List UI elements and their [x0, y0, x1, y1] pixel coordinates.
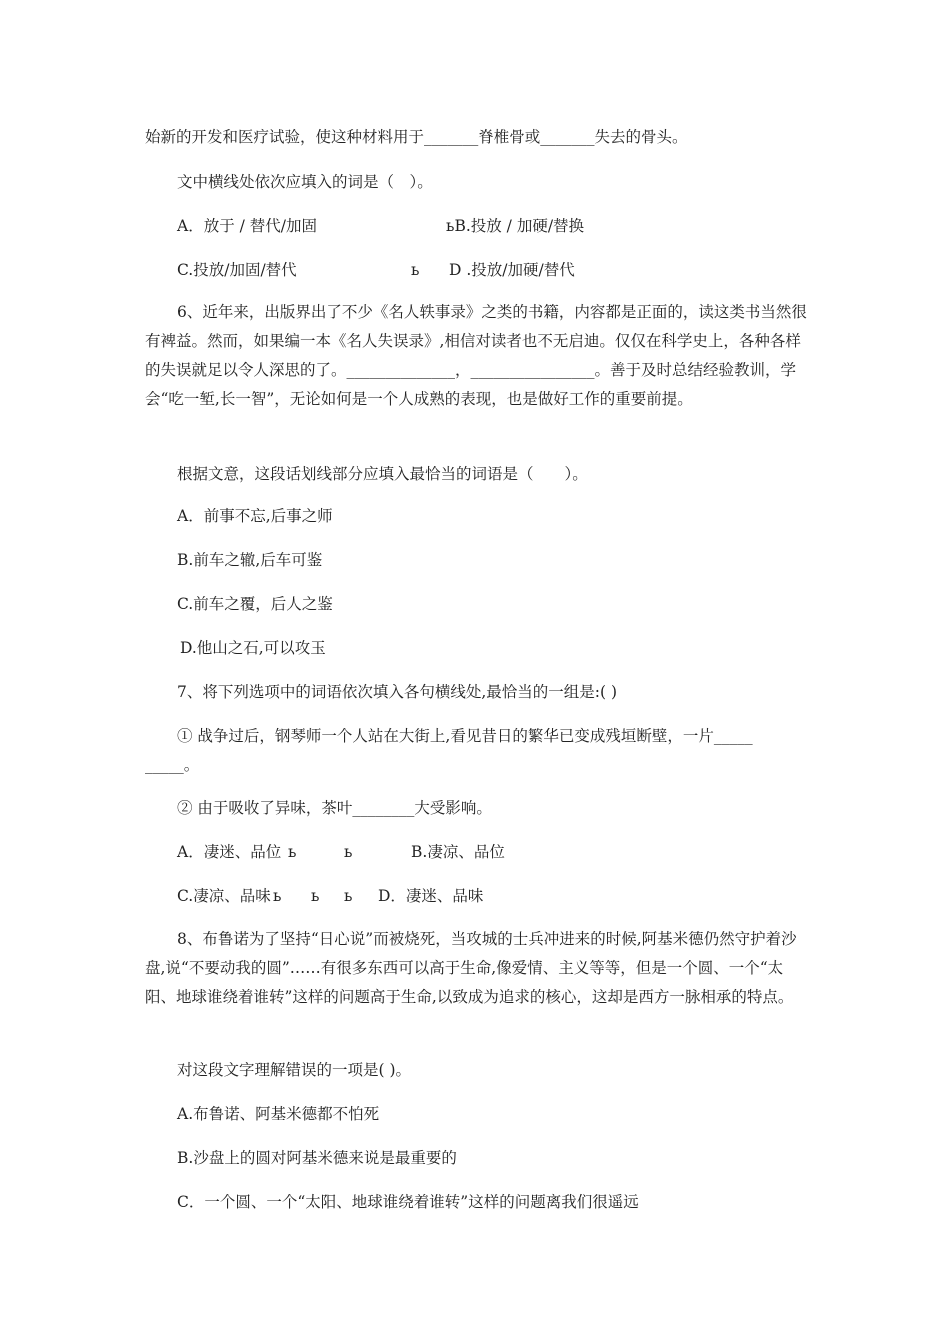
q8-option-c: C．一个圆、一个“太阳、地球谁绕着谁转”这样的问题离我们很遥远	[177, 1193, 639, 1211]
q7-sentence-1-line-1: ① 战争过后，钢琴师一个人站在大街上,看见昔日的繁华已变成残垣断壁，一片_____	[177, 727, 753, 745]
q5-option-b: ьB.投放 / 加硬/替换	[446, 217, 585, 235]
q7-option-c-mark-2: ь	[311, 887, 320, 905]
q7-option-c-mark-3: ь	[344, 887, 353, 905]
q7-prompt: 7、将下列选项中的词语依次填入各句横线处,最恰当的一组是:( )	[177, 683, 618, 701]
q5-prompt: 文中横线处依次应填入的词是（ ）。	[177, 173, 433, 191]
q7-option-d: D．凄迷、品味	[378, 887, 484, 905]
q7-option-a-mark-2: ь	[344, 843, 353, 861]
q8-paragraph: 8、布鲁诺为了坚持“日心说”而被烧死，当攻城的士兵冲进来的时候,阿基米德仍然守护着沙盘,说“不要动我的圆”……有很多东西可以高于生命,像爱情、主义等等，但是一个圆、一个“太阳、地球谁绕着谁转”这样的问题高于生命,以致成为追求的核心，这却是西方一脉相承的特点。	[145, 930, 797, 1006]
q6-option-c: C.前车之覆，后人之鉴	[177, 595, 333, 613]
q6-option-d: D.他山之石,可以攻玉	[180, 639, 326, 657]
q6-option-b: B.前车之辙,后车可鉴	[177, 551, 323, 569]
q5-option-c: C.投放/加固/替代	[177, 261, 297, 279]
q5-option-d: D .投放/加硬/替代	[449, 261, 575, 279]
q5-option-a: A．放于 / 替代/加固	[177, 217, 317, 235]
q5-tail-text: 始新的开发和医疗试验，使这种材料用于_______脊椎骨或_______失去的骨头。	[145, 128, 688, 146]
q8-option-a: A.布鲁诺、阿基米德都不怕死	[177, 1105, 380, 1123]
q8-option-b: B.沙盘上的圆对阿基米德来说是最重要的	[177, 1149, 457, 1167]
q7-sentence-1-line-2: _____。	[145, 756, 200, 774]
q8-prompt: 对这段文字理解错误的一项是( )。	[177, 1061, 412, 1079]
q7-option-c: C.凄凉、品味	[177, 887, 271, 905]
q6-paragraph: 6、近年来，出版界出了不少《名人轶事录》之类的书籍，内容都是正面的，读这类书当然很有裨益。然而，如果编一本《名人失误录》,相信对读者也不无启迪。仅仅在科学史上，各种各样的失误就足以令人深思的了。______________，________________。善于及时总结经验教训，学会“吃一堑,长一智”，无论如何是一个人成熟的表现，也是做好工作的重要前提。	[145, 303, 807, 408]
q5-option-c-mark: ь	[411, 261, 420, 279]
q6-option-a: A．前事不忘,后事之师	[177, 507, 333, 525]
q7-option-a: A．凄迷、品位	[177, 843, 282, 861]
q7-option-a-mark-1: ь	[288, 843, 297, 861]
q7-option-c-mark-1: ь	[273, 887, 282, 905]
q7-option-b: B.凄凉、品位	[411, 843, 505, 861]
q7-sentence-2: ② 由于吸收了异味，茶叶________大受影响。	[177, 799, 492, 817]
q6-prompt: 根据文意，这段话划线部分应填入最恰当的词语是（ ）。	[177, 465, 588, 483]
